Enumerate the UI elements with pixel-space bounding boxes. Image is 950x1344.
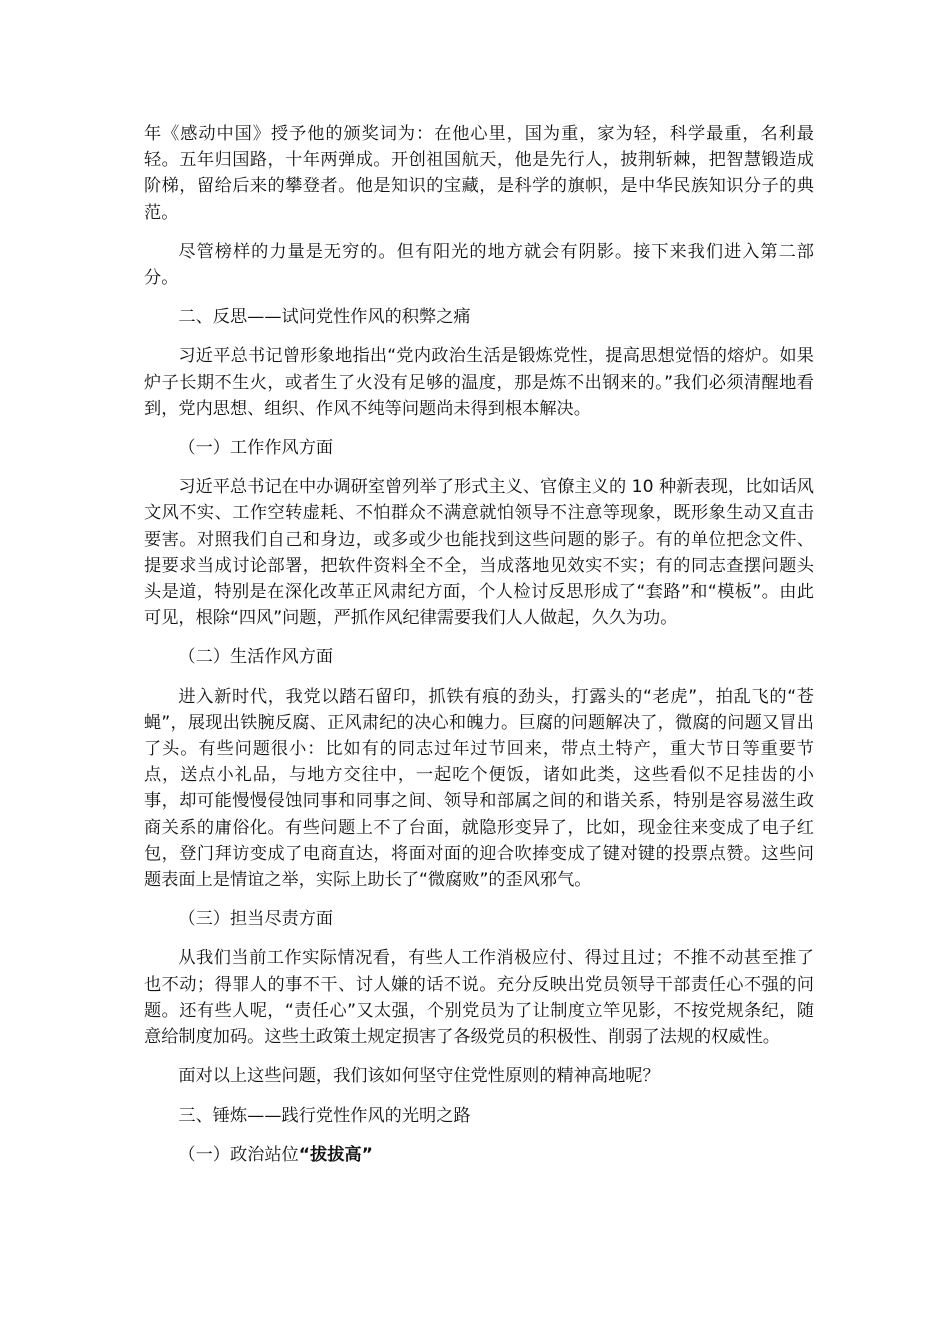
paragraph-question: 面对以上这些问题，我们该如何坚守住党性原则的精神高地呢？ [178,1066,660,1087]
paragraph-award-citation: 年《感动中国》授予他的颁奖词为：在他心里，国为重，家为轻，科学最重，名利最轻。五年归国路，十年两弹成。开创祖国航天，他是先行人，披荆斩棘，把智慧锻造成阶梯，留给后来的攀登者。他是知识的宝藏，是科学的旗帜，是中华民族知识分子的典范。 [144,124,814,223]
paragraph-life-style: 进入新时代，我党以踏石留印，抓铁有痕的劲头，打露头的“老虎”，拍乱飞的“苍蝇”，展现出铁腕反腐、正风肃纪的决心和魄力。巨腐的问题解决了，微腐的问题又冒出了头。有些问题很小：比如有的同志过年过节回来，带点土特产，重大节日等重要节点，送点小礼品，与地方交往中，一起吃个便饭，诸如此类，这些看似不足挂齿的小事，却可能慢慢侵蚀同事和同事之间、领导和部属之间的和谐关系，特别是容易滋生政商关系的庸俗化。有些问题上不了台面，就隐形变异了，比如，现金往来变成了电子红包，登门拜访变成了电商直达，将面对面的迎合吹捧变成了键对键的投票点赞。这些问题表面上是情谊之举，实际上助长了“微腐败”的歪风邪气。 [144,686,814,891]
subheading-life-style: （二）生活作风方面 [178,647,334,668]
subheading-work-style: （一）工作作风方面 [178,438,334,459]
subheading-responsibility: （三）担当尽责方面 [178,909,334,930]
paragraph-transition: 尽管榜样的力量是无穷的。但有阳光的地方就会有阴影。接下来我们进入第二部分。 [144,241,814,289]
paragraph-furnace-quote: 习近平总书记曾形象地指出“党内政治生活是锻炼党性，提高思想觉悟的熔炉。如果炉子长期不生火，或者生了火没有足够的温度，那是炼不出钢来的。”我们必须清醒地看到，党内思想、组织、作风不纯等问题尚未得到根本解决。 [144,346,814,419]
document-body [144,121,814,1181]
subheading-political-stance [144,1142,814,1168]
paragraph-work-style: 习近平总书记在中办调研室曾列举了形式主义、官僚主义的 10 种新表现，比如话风文风不实、工作空转虚耗、不怕群众不满意就怕领导不注意等现象，既形象生动又直击要害。对照我们自己和身边，或多或少也能找到这些问题的影子。有的单位把念文件、提要求当成讨论部署，把软件资料全不全，当成落地见效实不实；有的同志查摆问题头头是道，特别是在深化改革正风肃纪方面，个人检讨反思形成了“套路”和“模板”。由此可见，根除“四风”问题，严抓作风纪律需要我们人人做起，久久为功。 [144,477,814,629]
subheading-political-stance-text: （一）政治站位 [178,1144,299,1165]
subheading-political-stance-emphasis: “拔拔高” [298,1144,373,1165]
section-heading-reflection: 二、反思——试问党性作风的积弊之痛 [178,307,471,328]
section-heading-tempering: 三、锤炼——践行党性作风的光明之路 [178,1105,471,1126]
paragraph-responsibility: 从我们当前工作实际情况看，有些人工作消极应付、得过且过；不推不动甚至推了也不动；得罪人的事不干、讨人嫌的话不说。充分反映出党员领导干部责任心不强的问题。还有些人呢，“责任心”又太强，个别党员为了让制度立竿见影，不按党规条纪，随意给制度加码。这些土政策土规定损害了各级党员的积极性、削弱了法规的权威性。 [144,948,814,1048]
